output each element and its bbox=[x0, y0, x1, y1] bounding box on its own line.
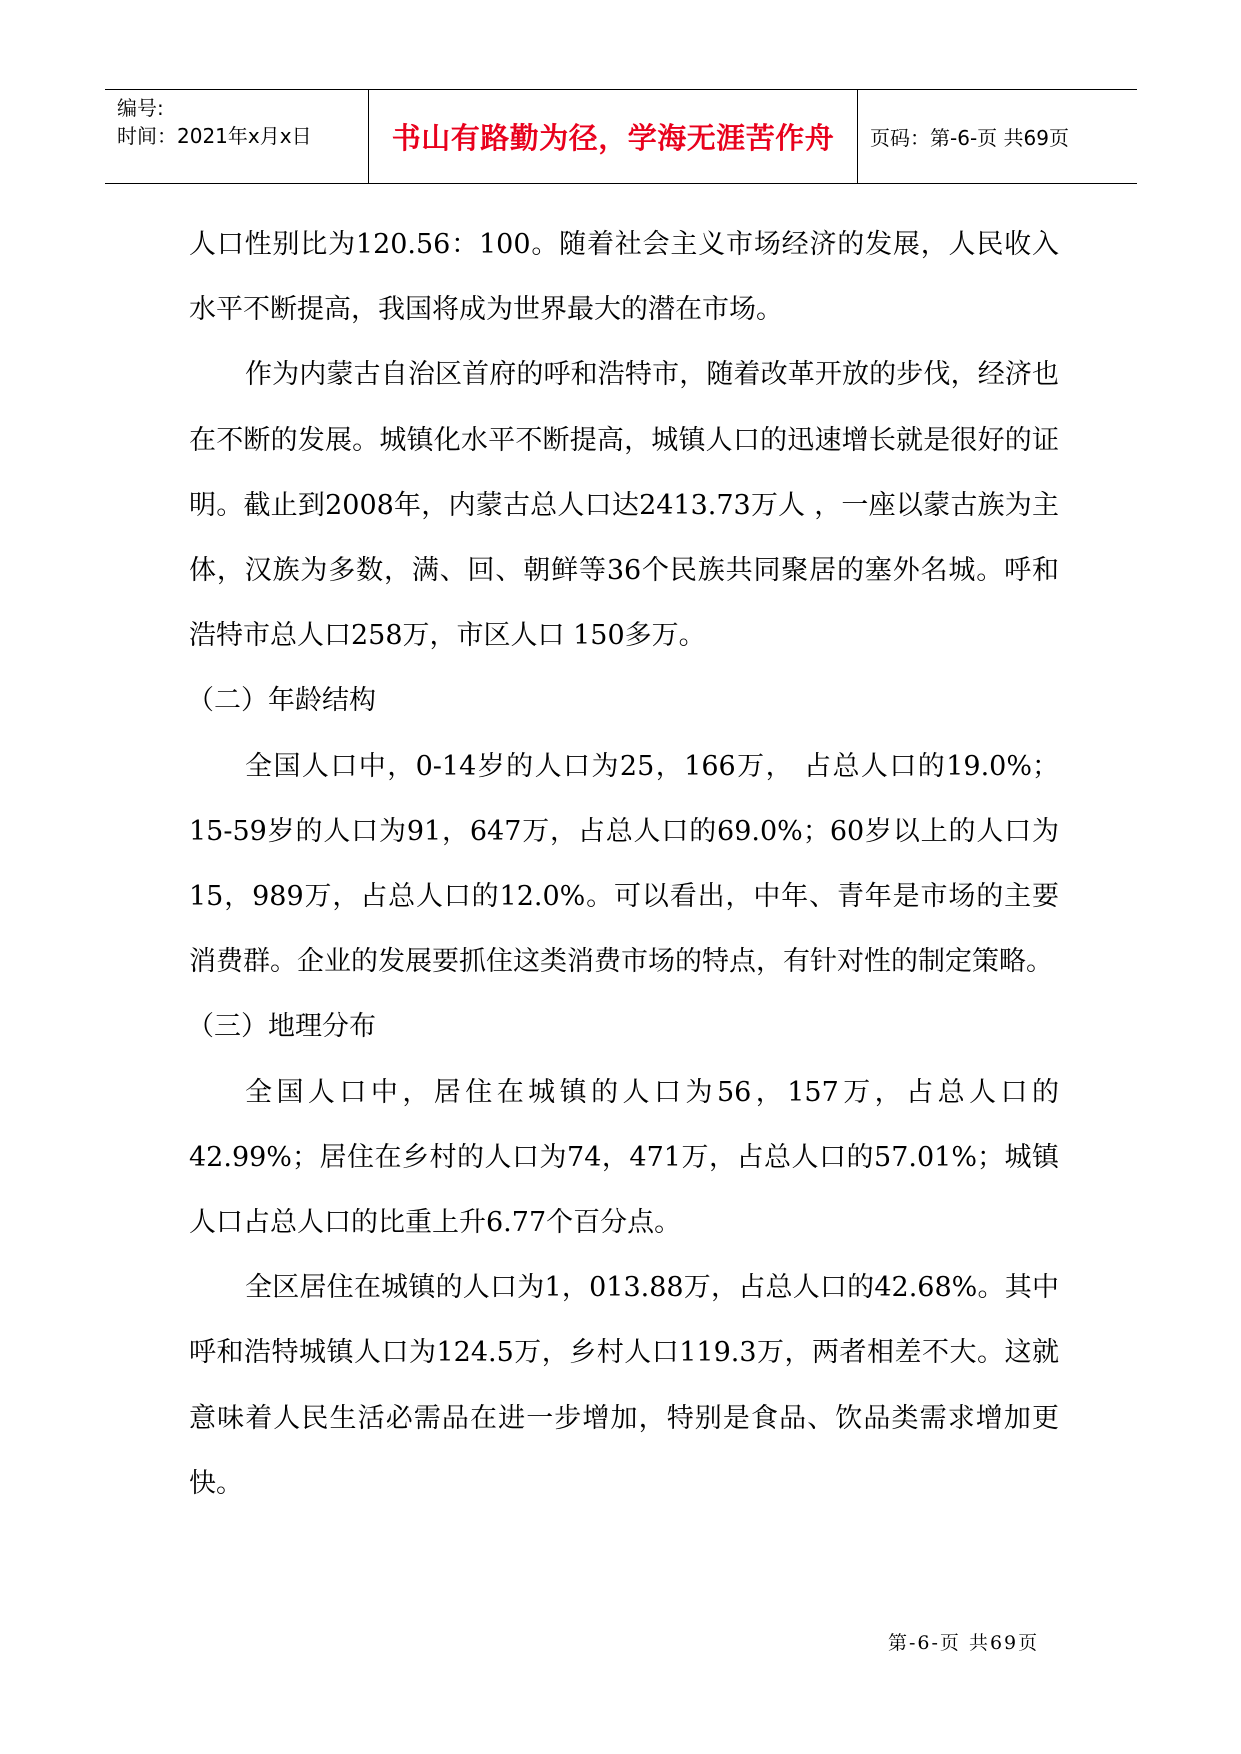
serial-label: 编号: bbox=[117, 96, 164, 120]
paragraph: 全区居住在城镇的人口为1，013.88万，占总人口的42.68%。其中呼和浩特城镇人口为124.5万，乡村人口119.3万，两者相差不大。这就意味着人民生活必需品在进一步增加，特别是食品、饮品类需求增加更快。 bbox=[189, 1272, 1059, 1499]
paragraph: 作为内蒙古自治区首府的呼和浩特市，随着改革开放的步伐，经济也在不断的发展。城镇化水平不断提高，城镇人口的迅速增长就是很好的证明。截止到2008年，内蒙古总人口达2413.73万人 ，一座以蒙古族为主体，汉族为多数，满、回、朝鲜等36个民族共同聚居的塞外名城。呼和浩特市总人口258万，市区人口 150多万。 bbox=[189, 359, 1059, 652]
page-header bbox=[105, 89, 1137, 184]
header-meta bbox=[105, 90, 369, 183]
header-slogan: 书山有路勤为径，学海无涯苦作舟 bbox=[369, 90, 858, 183]
header-page-info: 页码：第-6-页 共69页 bbox=[870, 126, 1069, 150]
section-heading-age: （二）年龄结构 bbox=[187, 685, 376, 717]
paragraph: 全国人口中，0-14岁的人口为25，166万， 占总人口的19.0%；15-59岁的人口为91，647万，占总人口的69.0%；60岁以上的人口为15，989万，占总人口的12.0%。可以看出，中年、青年是市场的主要消费群。企业的发展要抓住这类消费市场的特点，有针对性的制定策略。 bbox=[189, 750, 1059, 978]
paragraph: 全国人口中，居住在城镇的人口为56，157万，占总人口的42.99%；居住在乡村的人口为74，471万，占总人口的57.01%；城镇人口占总人口的比重上升6.77个百分点。 bbox=[189, 1076, 1059, 1239]
section-heading-geo: （三）地理分布 bbox=[187, 1011, 376, 1043]
page-footer: 第-6-页 共69页 bbox=[888, 1632, 1040, 1654]
paragraph: 人口性别比为120.56：100。随着社会主义市场经济的发展，人民收入水平不断提高，我国将成为世界最大的潜在市场。 bbox=[189, 229, 1059, 326]
document-body bbox=[189, 212, 1059, 1516]
time-label: 时间：2021年x月x日 bbox=[117, 124, 312, 148]
